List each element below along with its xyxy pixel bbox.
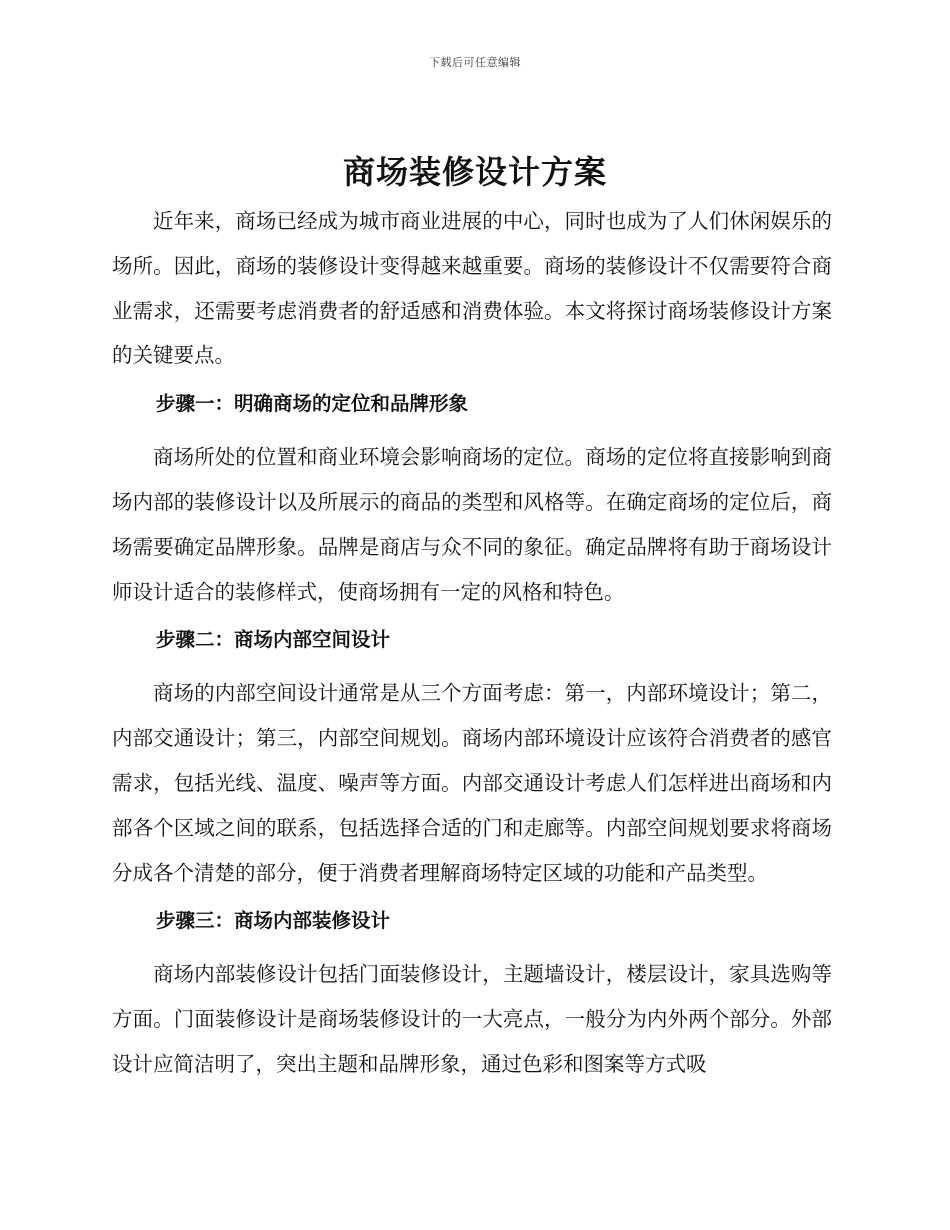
- page-title: 商场装修设计方案: [342, 153, 607, 191]
- section-paragraph-1: 商场所处的位置和商业环境会影响商场的定位。商场的定位将直接影响到商场内部的装修设计以及所展示的商品的类型和风格等。在确定商场的定位后，商场需要确定品牌形象。品牌是商店与众不同的象征。确定品牌将有助于商场设计师设计适合的装修样式，使商场拥有一定的风格和特色。: [112, 445, 832, 604]
- section-heading-3: 步骤三：商场内部装修设计: [156, 909, 391, 933]
- section-paragraph-2: 商场的内部空间设计通常是从三个方面考虑：第一，内部环境设计；第二，内部交通设计；第三，内部空间规划。商场内部环境设计应该符合消费者的感官需求，包括光线、温度、噪声等方面。内部交通设计考虑人们怎样进出商场和内部各个区域之间的联系，包括选择合适的门和走廊等。内部空间规划要求将商场分成各个清楚的部分，便于消费者理解商场特定区域的功能和产品类型。: [112, 681, 832, 885]
- section-heading-1: 步骤一：明确商场的定位和品牌形象: [156, 392, 469, 416]
- header-note: 下载后可任意编辑: [429, 56, 521, 69]
- document-body: [112, 199, 832, 1087]
- intro-paragraph: 近年来，商场已经成为城市商业进展的中心，同时也成为了人们休闲娱乐的场所。因此，商场的装修设计变得越来越重要。商场的装修设计不仅需要符合商业需求，还需要考虑消费者的舒适感和消费体验。本文将探讨商场装修设计方案的关键要点。: [112, 209, 832, 368]
- section-heading-2: 步骤二：商场内部空间设计: [156, 628, 391, 652]
- section-paragraph-3: 商场内部装修设计包括门面装修设计，主题墙设计，楼层设计，家具选购等方面。门面装修设计是商场装修设计的一大亮点，一般分为内外两个部分。外部设计应简洁明了，突出主题和品牌形象，通过色彩和图案等方式吸: [112, 962, 832, 1076]
